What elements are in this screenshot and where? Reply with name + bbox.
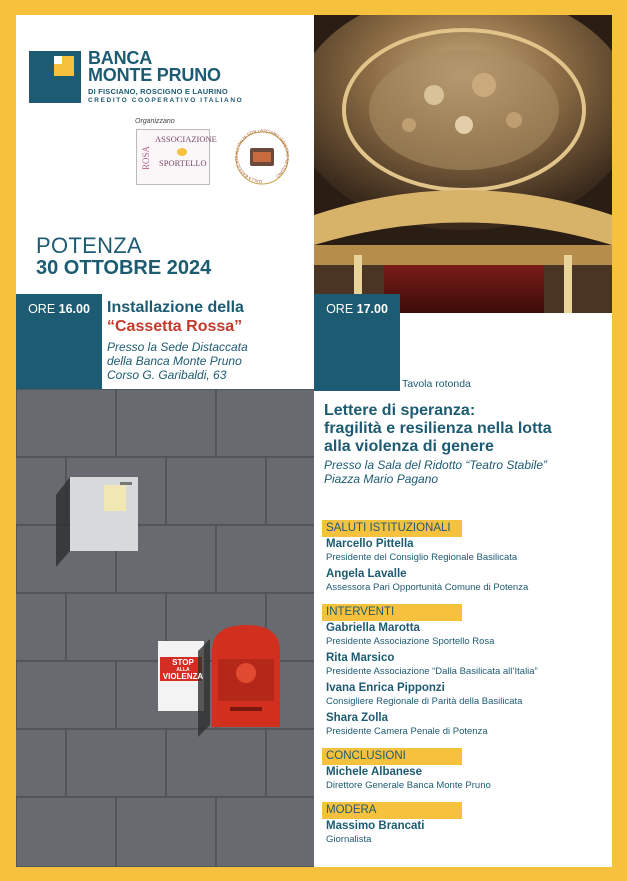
poster-line1: STOP <box>172 658 194 667</box>
event1-subtitle: “Cassetta Rossa” <box>107 318 243 335</box>
bank-logo-icon <box>29 51 81 103</box>
red-mailbox-photo <box>16 389 314 867</box>
bank-name-line1: BANCA <box>88 48 152 68</box>
assoc-logo-line1: ASSOCIAZIONE <box>155 134 217 144</box>
assoc-logo-line2: SPORTELLO <box>159 158 207 168</box>
event2-title <box>324 402 609 456</box>
bank-name-line2: MONTE PRUNO <box>88 65 221 85</box>
poster-line2: ALLA <box>176 667 190 673</box>
bank-tagline: CREDITO COOPERATIVO ITALIANO <box>88 97 244 104</box>
event1-time-block <box>16 294 102 391</box>
speaker-role: Presidente Camera Penale di Potenza <box>326 726 488 737</box>
speaker-role: Presidente del Consiglio Regionale Basilicata <box>326 552 518 563</box>
event-date: 30 OTTOBRE 2024 <box>36 257 212 279</box>
stop-violenza-poster <box>162 659 204 681</box>
assoc-logo-rosa: ROSA <box>141 145 151 170</box>
event2-title-line2: fragilità e resilienza nella lotta <box>324 420 552 437</box>
speaker-name: Marcello Pittella <box>326 538 414 550</box>
event1-location-line2: della Banca Monte Pruno <box>107 354 242 368</box>
section-conclusioni: CONCLUSIONI <box>322 748 462 765</box>
bank-subtitle: DI FISCIANO, ROSCIGNO E LAURINO <box>88 87 228 96</box>
sportello-rosa-logo <box>136 129 217 185</box>
event2-location-line1: Presso la Sala del Ridotto “Teatro Stabile” <box>324 458 548 472</box>
event2-time-block <box>314 294 400 391</box>
section-modera: MODERA <box>322 802 462 819</box>
basilicata-italia-logo <box>224 128 300 188</box>
event2-location <box>324 458 547 486</box>
theater-ceiling-photo <box>314 15 612 313</box>
event2-kind: Tavola rotonda <box>402 378 471 390</box>
event1-time-prefix: ORE <box>28 302 56 316</box>
section-interventi: INTERVENTI <box>322 604 462 621</box>
speaker-name: Michele Albanese <box>326 766 423 778</box>
event2-time: 17.00 <box>356 302 388 316</box>
speaker-role: Giornalista <box>326 834 372 845</box>
event1-title: Installazione della <box>107 299 244 316</box>
event-city: POTENZA <box>36 233 142 258</box>
speaker-name: Ivana Enrica Pipponzi <box>326 682 445 694</box>
speaker-role: Consigliere Regionale di Parità della Basilicata <box>326 696 523 707</box>
speaker-role: Presidente Associazione “Dalla Basilicata all’Italia” <box>326 666 538 677</box>
speaker-name: Gabriella Marotta <box>326 622 420 634</box>
event1-location-line3: Corso G. Garibaldi, 63 <box>107 368 227 382</box>
organizers-label: Organizzano <box>135 118 175 125</box>
circle-logo-text: DALLA BASILICATA ALL'ITALIA NON LASCIAMO INDIETRO NESSUNO <box>234 128 291 185</box>
bank-name <box>88 50 221 84</box>
poster-frame <box>16 15 612 867</box>
section-saluti: SALUTI ISTITUZIONALI <box>322 520 462 537</box>
assoc-logo-dot-icon <box>177 148 187 156</box>
speaker-name: Angela Lavalle <box>326 568 407 580</box>
poster-line3: VIOLENZA <box>162 672 204 681</box>
event2-location-line2: Piazza Mario Pagano <box>324 472 439 486</box>
event1-location-line1: Presso la Sede Distaccata <box>107 340 248 354</box>
event1-location <box>107 340 248 382</box>
event2-time-prefix: ORE <box>326 302 354 316</box>
speaker-role: Assessora Pari Opportunità Comune di Potenza <box>326 582 529 593</box>
event1-time: 16.00 <box>58 302 90 316</box>
speaker-role: Presidente Associazione Sportello Rosa <box>326 636 495 647</box>
speaker-name: Rita Marsico <box>326 652 395 664</box>
event2-title-line3: alla violenza di genere <box>324 438 494 455</box>
speaker-name: Shara Zolla <box>326 712 388 724</box>
event2-title-line1: Lettere di speranza: <box>324 402 476 419</box>
speaker-role: Direttore Generale Banca Monte Pruno <box>326 780 491 791</box>
speaker-name: Massimo Brancati <box>326 820 425 832</box>
